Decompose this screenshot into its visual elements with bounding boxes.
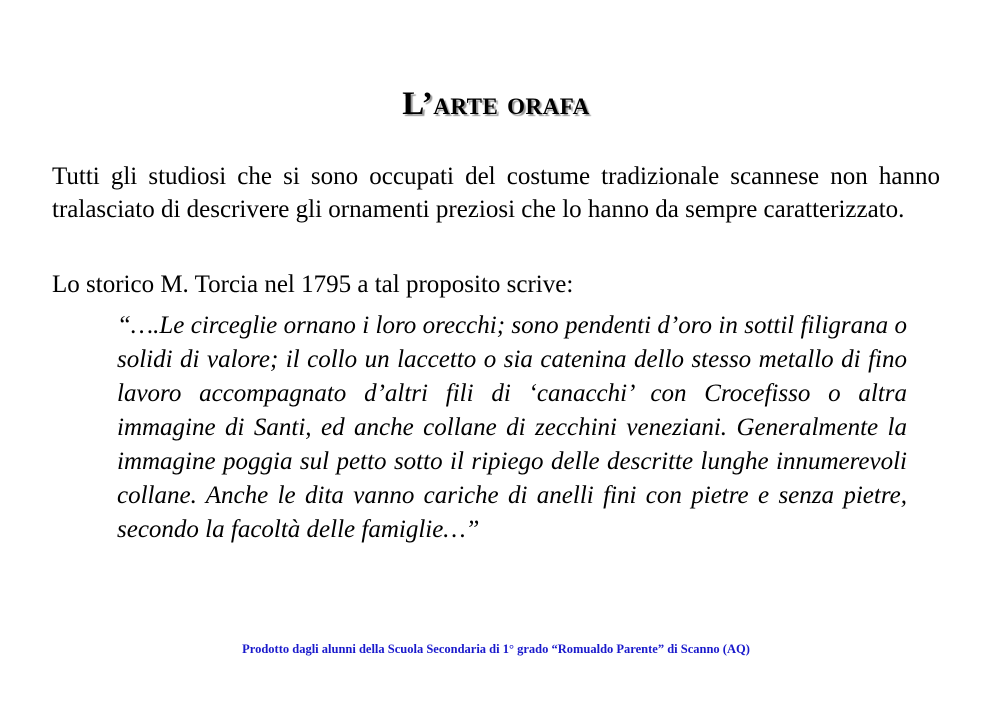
intro-paragraph: Tutti gli studiosi che si sono occupati del costume tradizionale scannese non hanno tralasciato di descrivere gli ornamenti preziosi che lo hanno da sempre caratterizzato. xyxy=(52,163,940,223)
page-title: L’arte orafa xyxy=(402,86,590,122)
historical-quote: “….Le circeglie ornano i loro orecchi; sono pendenti d’oro in sottil filigrana o solidi di valore; il collo un laccetto o sia catenina dello stesso metallo di fino lavoro accompagnato d’altri fili di ‘canacchi’ con Crocefisso o altra immagine di Santi, ed anche collane di zecchini veneziani. Generalmente la immagine poggia sul petto sotto il ripiego delle descritte lunghe innumerevoli collane. Anche le dita vanno cariche di anelli fini con pietre e senza pietre, secondo la facoltà delle famiglie…” xyxy=(117,312,907,543)
footer-credit: Prodotto dagli alunni della Scuola Secondaria di 1° grado “Romualdo Parente” di Scanno (AQ) xyxy=(242,642,750,656)
intro-line: Lo storico M. Torcia nel 1795 a tal proposito scrive: xyxy=(52,271,574,298)
